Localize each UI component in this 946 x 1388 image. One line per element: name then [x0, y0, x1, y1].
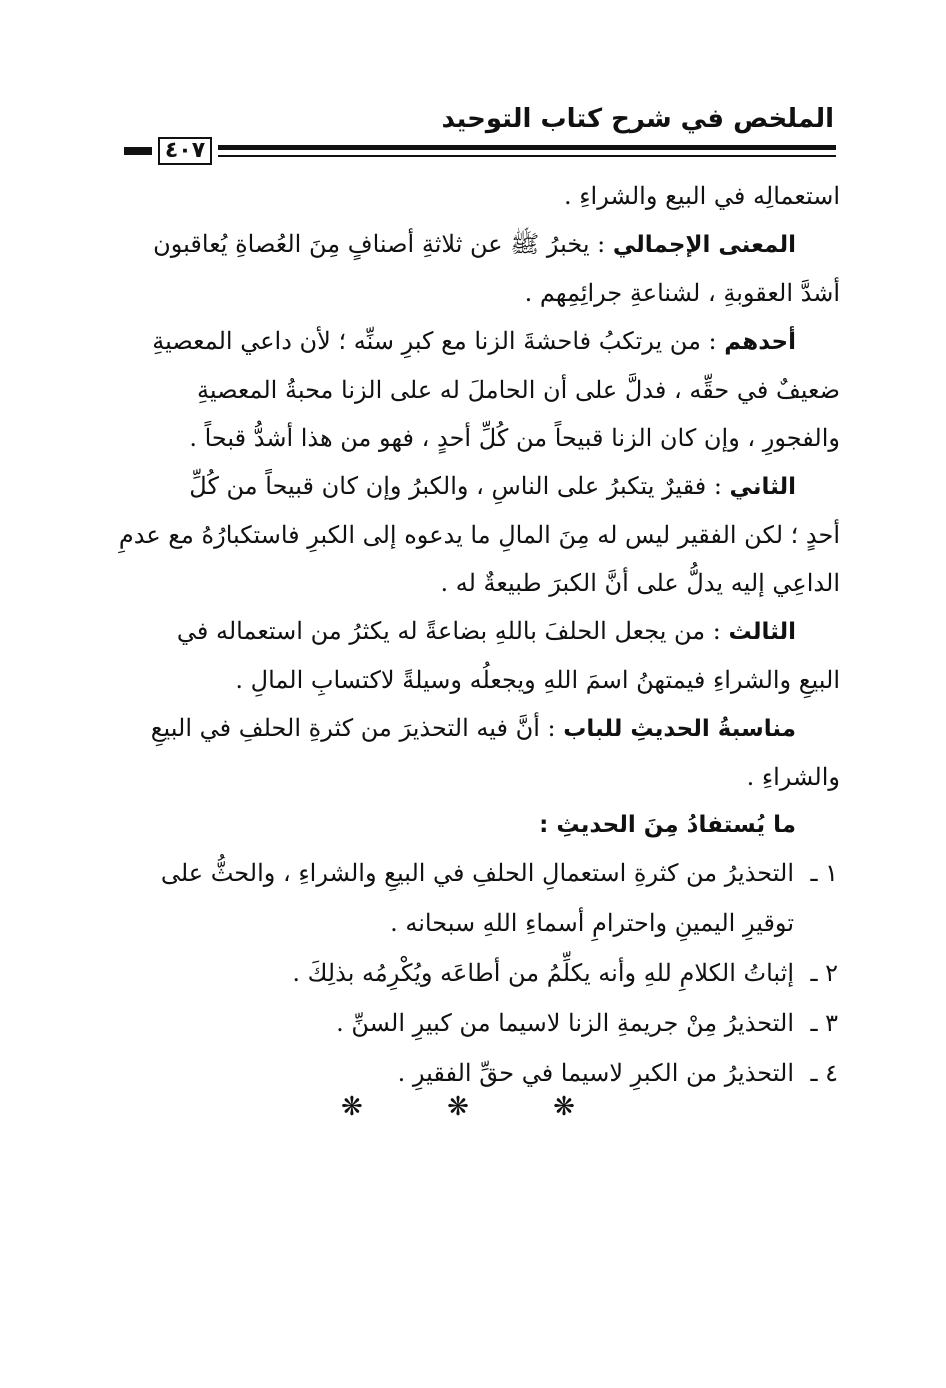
page-number: ٤٠٧: [158, 137, 212, 165]
header-rule-end: [124, 147, 152, 155]
header-rule-thick: [218, 145, 836, 150]
text-line: ضعيفٌ في حقِّه ، فدلَّ على أن الحاملَ له على الزنا محبةُ المعصيةِ: [196, 376, 840, 404]
paragraph-general-meaning: [118, 220, 840, 269]
paragraph-first: [118, 317, 840, 366]
list-item: [118, 998, 838, 1048]
benefits-heading: ما يُستفادُ مِنَ الحديثِ :: [539, 812, 796, 838]
paragraph-third: [118, 607, 840, 656]
list-item: [118, 1048, 838, 1098]
text-line: والشراءِ .: [746, 763, 840, 791]
section-label: الثاني: [729, 474, 796, 500]
list-item-number: ٣ ـ: [810, 1009, 838, 1037]
list-item-text: إثباتُ الكلامِ للهِ وأنه يكلِّمُ من أطاعَه ويُكْرِمُه بذلِكَ .: [292, 959, 794, 987]
section-label: الثالث: [728, 619, 796, 645]
text-line: الداعِي إليه يدلُّ على أنَّ الكبرَ طبيعةٌ له .: [440, 569, 840, 597]
list-item-number: ٤ ـ: [810, 1059, 838, 1087]
list-item-text: التحذيرُ مِنْ جريمةِ الزنا لاسيما من كبيرِ السنِّ .: [336, 1009, 794, 1037]
text-span: : من يجعل الحلفَ باللهِ بضاعةً له يكثرُ من استعماله في: [176, 617, 729, 645]
text-line: استعمالِه في البيع والشراءِ .: [564, 182, 840, 210]
list-item-number: ١ ـ: [810, 859, 838, 887]
text-span: : يخبرُ ﷺ عن ثلاثةِ أصنافٍ مِنَ العُصاةِ يُعاقبون: [153, 230, 613, 258]
list-item-text: التحذيرُ من الكبرِ لاسيما في حقِّ الفقيرِ .: [397, 1059, 794, 1087]
text-span: : أنَّ فيه التحذيرَ من كثرةِ الحلفِ في البيعِ: [150, 714, 564, 742]
paragraph-second: [118, 462, 840, 511]
list-item: [118, 948, 838, 998]
header-rule-thin: [218, 155, 836, 157]
benefits-list: [118, 848, 838, 1098]
text-line: البيعِ والشراءِ فيمتهنُ اسمَ اللهِ ويجعلُه وسيلةً لاكتسابِ المالِ .: [235, 666, 840, 694]
list-item-number: ٢ ـ: [810, 959, 838, 987]
running-header-title: الملخص في شرح كتاب التوحيد: [441, 104, 834, 134]
text-span: : فقيرٌ يتكبرُ على الناسِ ، والكبرُ وإن كان قبيحاً من كُلِّ: [189, 472, 730, 500]
text-line: أحدٍ ؛ لكن الفقير ليس له مِنَ المالِ ما يدعوه إلى الكبرِ فاستكبارُهُ مع عدمِ: [118, 521, 840, 549]
list-item: [118, 848, 838, 898]
list-item-continuation: توقيرِ اليمينِ واحترامِ أسماءِ اللهِ سبحانه .: [390, 909, 794, 937]
asterisk-ornament-icon: ❋: [341, 1092, 393, 1122]
text-span: : من يرتكبُ فاحشةَ الزنا مع كبرِ سنِّه ؛ لأن داعي المعصيةِ: [152, 327, 725, 355]
list-item-text: التحذيرُ من كثرةِ استعمالِ الحلفِ في البيعِ والشراءِ ، والحثُّ على: [160, 859, 794, 887]
asterisk-ornament-icon: ❋: [553, 1092, 605, 1122]
section-end-ornament: [0, 1092, 946, 1122]
section-label: مناسبةُ الحديثِ للباب: [563, 716, 796, 742]
body-text: [118, 172, 840, 849]
text-line: أشدَّ العقوبةِ ، لشناعةِ جرائِمِهم .: [524, 279, 840, 307]
paragraph-relevance: [118, 704, 840, 753]
text-line: والفجورِ ، وإن كان الزنا قبيحاً من كُلِّ أحدٍ ، فهو من هذا أشدُّ قبحاً .: [189, 424, 840, 452]
section-label: المعنى الإجمالي: [612, 232, 796, 258]
section-label: أحدهم: [724, 329, 796, 355]
asterisk-ornament-icon: ❋: [447, 1092, 499, 1122]
